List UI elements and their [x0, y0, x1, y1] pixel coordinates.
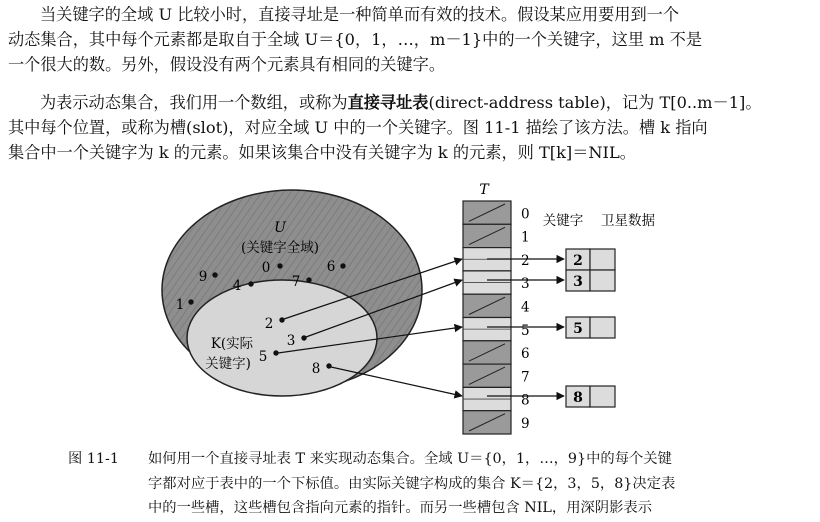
- intro-line-2: 动态集合，其中每个元素都是取自于全域 U＝{0，1，…，m－1}中的一个关键字，这里 m 不是: [8, 30, 703, 49]
- caption-text: [148, 447, 675, 521]
- svg-text:5: 5: [573, 321, 583, 337]
- element-3: [566, 270, 615, 291]
- intro-paragraph: [8, 2, 814, 77]
- caption-line-3: 中的一些槽，这些槽包含指向元素的指针。而另一些槽包含 NIL，用深阴影表示: [148, 500, 652, 516]
- element-5: [566, 317, 615, 338]
- universe-sublabel: (关键字全域): [240, 240, 320, 256]
- actual-keys-sublabel: 关键字): [205, 356, 251, 372]
- svg-text:3: 3: [573, 274, 583, 290]
- slot-index-9: 9: [521, 416, 530, 432]
- svg-text:1: 1: [175, 297, 185, 313]
- caption-line-1: 如何用一个直接寻址表 T 来实现动态集合。全域 U＝{0，1，…，9}中的每个关键: [148, 451, 672, 467]
- slot-index-2: 2: [521, 252, 530, 269]
- svg-text:7: 7: [291, 274, 301, 290]
- slot-index-8: 8: [521, 392, 530, 409]
- da-line-3: 集合中一个关键字为 k 的元素。如果该集合中没有关键字为 k 的元素，则 T[k]＝NIL。: [8, 143, 636, 162]
- slot-index-3: 3: [521, 276, 530, 293]
- table-slot-7: [463, 364, 530, 387]
- intro-line-1: 当关键字的全域 U 比较小时，直接寻址是一种简单而有效的技术。假设某应用要用到一个: [40, 5, 680, 24]
- svg-text:0: 0: [261, 260, 271, 276]
- svg-text:5: 5: [258, 349, 268, 365]
- direct-address-paragraph: [8, 90, 814, 165]
- slot-index-1: 1: [521, 229, 530, 246]
- intro-line-3: 一个很大的数。另外，假设没有两个元素具有相同的关键字。: [8, 55, 446, 74]
- da-line-1-start: 为表示动态集合，我们用一个数组，或称为: [40, 93, 348, 112]
- slot-index-0: 0: [521, 206, 530, 223]
- table-slot-6: [463, 341, 530, 364]
- da-line-1: [8, 90, 814, 115]
- slot-index-7: 7: [521, 369, 530, 386]
- slot-index-6: 6: [521, 346, 530, 363]
- slot-index-4: 4: [521, 299, 530, 316]
- table-slot-1: [463, 224, 530, 247]
- header-satellite: 卫星数据: [601, 213, 655, 229]
- svg-text:8: 8: [311, 361, 321, 377]
- universe-label: U: [274, 220, 286, 236]
- table-slot-9: [463, 411, 530, 434]
- table-slot-8: [463, 387, 530, 410]
- table-slot-3: [463, 271, 530, 294]
- da-line-1-end: (direct-address table)，记为 T[0..m－1]。: [428, 93, 762, 112]
- header-key: 关键字: [542, 213, 584, 229]
- caption-label: 图 11-1: [68, 451, 119, 467]
- table-slot-4: [463, 294, 530, 317]
- table-title: T: [479, 182, 489, 198]
- direct-address-figure: [0, 178, 820, 440]
- da-line-2: 其中每个位置，或称为槽(slot)，对应全域 U 中的一个关键字。图 11-1 描绘了该方法。槽 k 指向: [8, 118, 708, 137]
- caption-line-2: 字都对应于表中的一个下标值。由实际关键字构成的集合 K＝{2，3，5，8}决定表: [148, 475, 676, 492]
- table-slot-5: [463, 318, 530, 341]
- svg-text:6: 6: [326, 259, 336, 275]
- svg-text:8: 8: [573, 390, 583, 406]
- actual-keys-label: K(实际: [210, 336, 254, 352]
- element-8: [566, 386, 615, 407]
- table-slot-0: [463, 201, 530, 224]
- svg-text:9: 9: [198, 269, 208, 285]
- svg-text:3: 3: [286, 333, 296, 349]
- direct-address-table: [463, 201, 530, 434]
- svg-text:4: 4: [232, 278, 242, 294]
- element-2: [566, 249, 615, 270]
- slot-index-5: 5: [521, 322, 530, 339]
- svg-text:2: 2: [573, 253, 583, 269]
- svg-text:2: 2: [264, 316, 274, 332]
- da-term-bold: 直接寻址表: [347, 93, 429, 112]
